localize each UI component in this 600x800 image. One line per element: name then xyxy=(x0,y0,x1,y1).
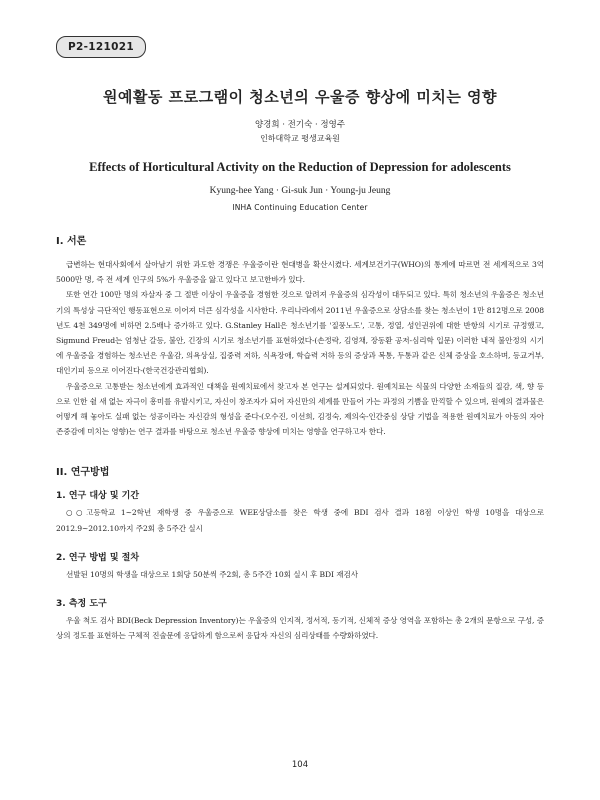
intro-paragraph: 또한 연간 100만 명의 자살자 중 그 절반 이상이 우울증을 경험한 것으로 알려져 우울증의 심각성이 대두되고 있다. 특히 청소년의 우울증은 청소년기의 특성상 극단적인 행동표현으로 이어져 더큰 심각성을 시사한다. 우리나라에서 2011년 우울증으로 상담소를 찾는 청소년이 1만 812명으로 2008년도 4천 349명에 비하면 2.5배나 증가하고 있다. G.Stanley Hall은 청소년기를 '질풍노도', 고통, 정열, 성인권위에 대한 반항의 시기로 규정했고, Sigmund Freud는 엄청난 갈등, 불안, 긴장의 시기로 청소년기를 표현하였다-(손정락, 김영채, 장동환 공저-심리학 입문) 이러한 내적 불안정의 시기에 우울증을 경험하는 청소년은 우울감, 의욕상실, 집중력 저하, 식욕장애, 학습력 저하 등의 증상과 복통, 두통과 같은 신체 증상을 호소하며, 등교거부, 대인기피 등으로 이어진다-(한국건강관리협회). xyxy=(56,290,544,376)
subsection-text: ○○고등학교 1~2학년 재학생 중 우울증으로 WEE상담소를 찾은 학생 중에 BDI 검사 결과 18점 이상인 학생 10명을 대상으로 2012.9~2012.10까지 주2회 총 5주간 실시 xyxy=(56,508,544,533)
affiliation-korean: 인하대학교 평생교육원 xyxy=(260,134,340,143)
paper-body xyxy=(56,232,544,643)
page-number: 104 xyxy=(291,760,309,770)
subsection-text: 선발된 10명의 학생을 대상으로 1회당 50분씩 주2회, 총 5주간 10회 실시 후 BDI 재검사 xyxy=(66,569,358,579)
title-korean: 원예활동 프로그램이 청소년의 우울증 향상에 미치는 영향 xyxy=(102,88,498,106)
subsection-heading: 1. 연구 대상 및 기간 xyxy=(56,491,140,502)
section-introduction-heading: I. 서론 xyxy=(56,236,87,247)
subsection-text: 우울 척도 검사 BDI(Beck Depression Inventory)는 우울증의 인지적, 정서적, 동기적, 신체적 증상 영역을 포함하는 총 2개의 문항으로 구성, 증상의 정도를 표현하는 구체적 진술문에 응답하게 함으로써 응답자 자신의 심리상태를 수량화하였다. xyxy=(56,616,544,641)
subsection-heading: 3. 측정 도구 xyxy=(56,599,107,610)
intro-paragraph: 급변하는 현대사회에서 살아남기 위한 과도한 경쟁은 우울증이란 현대병을 확산시켰다. 세계보건기구(WHO)의 통계에 따르면 전 세계적으로 3억 5000만 명, 즉 전 세계 인구의 5%가 우울증을 앓고 있다고 보고한바가 있다. xyxy=(56,260,544,285)
intro-paragraph: 우울증으로 고통받는 청소년에게 효과적인 대책을 원예치료에서 찾고자 본 연구는 설계되었다. 원예치료는 식물의 다양한 소재들의 질감, 색, 향 등으로 인한 쉴 새 없는 자극이 흥미를 유발시키고, 자신이 창조자가 되어 자신만의 세계를 만들어 가는 과정의 기쁨을 만끽할 수 있으며, 원예의 결과물은 어떻게 해 놓아도 실패 없는 성공이라는 자신감의 형성을 준다-(오수진, 이선희, 김정숙, 제의숙-인간중심 상담 기법을 적용한 원예치료가 아동의 자아존중감에 미치는 영향)는 연구 결과를 바탕으로 청소년 우울증 향상에 미치는 영향을 연구하고자 한다. xyxy=(56,381,544,437)
subsection-heading: 2. 연구 방법 및 절차 xyxy=(56,552,140,563)
authors-english: Kyung-hee Yang · Gi-suk Jun · Young-ju Jeung xyxy=(209,186,391,196)
title-english: Effects of Horticultural Activity on the Reduction of Depression for adolescents xyxy=(89,160,511,174)
section-methods-heading: II. 연구방법 xyxy=(56,467,110,479)
affiliation-english: INHA Continuing Education Center xyxy=(232,203,368,212)
authors-korean: 양경희 · 전기숙 · 정영주 xyxy=(254,120,346,130)
paper-id-badge: P2-121021 xyxy=(56,36,146,58)
